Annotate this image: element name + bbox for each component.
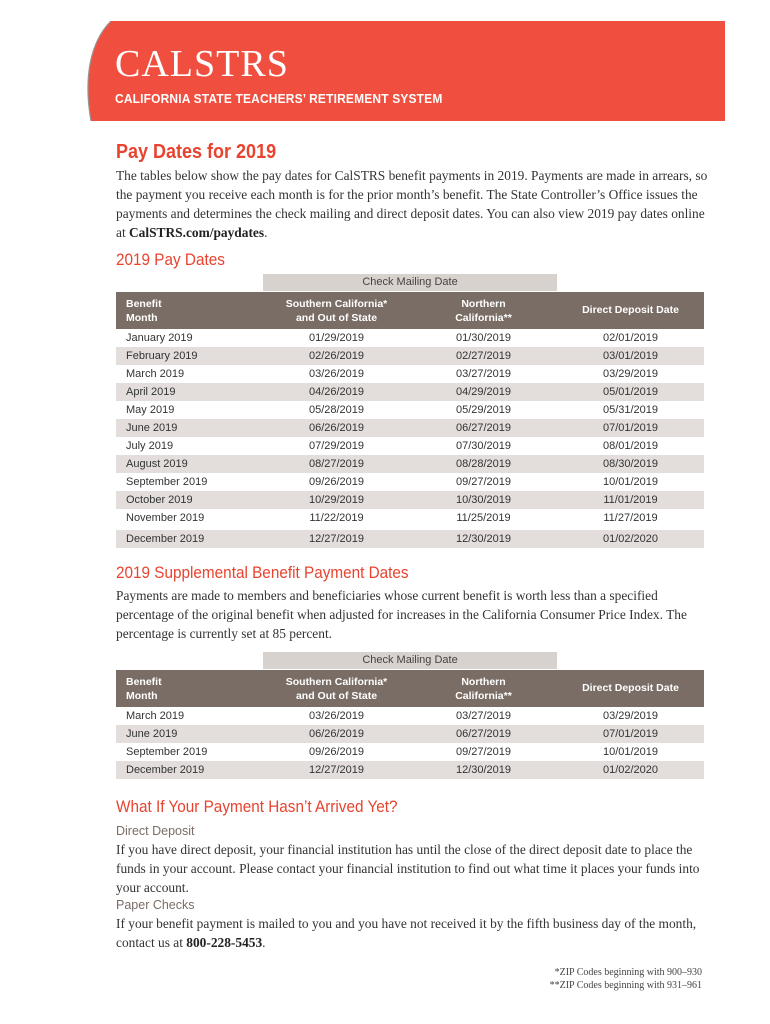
table-row [116,509,704,527]
north-date-cell: 02/27/2019 [455,350,512,362]
banner-curve-icon [69,21,111,121]
month-cell: February 2019 [126,350,198,362]
month-cell: May 2019 [126,404,175,416]
table-row [116,347,704,365]
intro-paragraph: The tables below show the pay dates for CalSTRS benefit payments in 2019. Payments are made in arrears, so the payment you receive each month is for the prior month’s benefit. The State Controller’s Office issues the payments and determines the check mailing and direct deposit dates. You can also view 2019 pay dates online at CalSTRS.com/paydates. [116,168,708,240]
north-date-cell: 04/29/2019 [455,386,512,398]
table-row [116,491,704,509]
table-row [116,530,704,548]
month-cell: April 2019 [126,386,176,398]
paydates-link[interactable]: CalSTRS.com/paydates [129,225,265,240]
supplemental-heading: 2019 Supplemental Benefit Payment Dates [116,563,409,582]
footnote-2: **ZIP Codes beginning with 931–961 [549,980,702,991]
table-row [116,455,704,473]
pay-dates-heading: 2019 Pay Dates [116,250,225,269]
north-date-cell: 08/28/2019 [455,458,512,470]
table-header: Benefit Month Southern California* and Out of State Northern California** Direct Deposit Date [116,292,704,329]
direct-deposit-cell: 07/01/2019 [602,422,659,434]
table-row [116,365,704,383]
check-mailing-header: Check Mailing Date [263,652,557,669]
supplemental-paragraph: Payments are made to members and beneficiaries whose current benefit is worth less than a specified percentage of the original benefit when adjusted for increases in the California Consumer Price Index. The percentage is currently set at 85 percent. [116,588,687,641]
south-date-cell: 11/22/2019 [309,512,364,524]
north-date-cell: 09/27/2019 [455,476,512,488]
missing-heading: What If Your Payment Hasn’t Arrived Yet? [116,797,398,816]
direct-deposit-cell: 10/01/2019 [602,476,659,488]
table-row [116,725,704,743]
direct-deposit-cell: 03/01/2019 [602,350,659,362]
south-date-cell: 09/26/2019 [308,476,365,488]
direct-deposit-cell: 08/30/2019 [602,458,659,470]
month-cell: June 2019 [126,728,178,740]
table-row [116,419,704,437]
direct-deposit-cell: 05/31/2019 [602,404,659,416]
footnotes [550,966,702,992]
north-date-cell: 12/30/2019 [455,533,512,545]
direct-deposit-cell: 11/01/2019 [603,494,658,506]
direct-deposit-paragraph: If you have direct deposit, your financial institution has until the close of the direct deposit date to place the funds in your account. Please contact your financial institution to find out what time it places your funds into your account. [116,842,700,895]
south-date-cell: 06/26/2019 [308,422,365,434]
south-date-cell: 05/28/2019 [308,404,365,416]
south-date-cell: 04/26/2019 [308,386,365,398]
south-date-cell: 02/26/2019 [308,350,365,362]
north-date-cell: 09/27/2019 [455,746,512,758]
month-cell: September 2019 [126,476,208,488]
phone-number[interactable]: 800-228-5453 [186,935,263,950]
south-date-cell: 10/29/2019 [308,494,365,506]
table-row [116,437,704,455]
table-header: Benefit Month Southern California* and Out of State Northern California** Direct Deposit Date [116,670,704,707]
direct-deposit-cell: 11/27/2019 [603,512,658,524]
direct-deposit-cell: 03/29/2019 [602,368,659,380]
footnote-1: *ZIP Codes beginning with 900–930 [554,967,702,978]
south-date-cell: 12/27/2019 [308,533,365,545]
direct-deposit-heading: Direct Deposit [116,824,195,838]
tagline: CALIFORNIA STATE TEACHERS’ RETIREMENT SYSTEM [115,91,443,106]
direct-deposit-cell: 01/02/2020 [602,533,659,545]
paper-checks-heading: Paper Checks [116,898,195,912]
month-cell: November 2019 [126,512,205,524]
direct-deposit-cell: 07/01/2019 [602,728,659,740]
pay-dates-table [116,274,704,552]
north-date-cell: 03/27/2019 [455,710,512,722]
north-date-cell: 06/27/2019 [455,422,512,434]
table-row [116,473,704,491]
north-date-cell: 11/25/2019 [456,512,511,524]
month-cell: March 2019 [126,710,185,722]
supplemental-table [116,652,704,782]
direct-deposit-cell: 02/01/2019 [602,332,659,344]
north-date-cell: 01/30/2019 [455,332,512,344]
calstrs-logo: CALSTRS [115,43,289,85]
north-date-cell: 07/30/2019 [455,440,512,452]
table-row [116,401,704,419]
south-date-cell: 07/29/2019 [308,440,365,452]
table-row [116,329,704,347]
north-date-cell: 12/30/2019 [455,764,512,776]
direct-deposit-cell: 01/02/2020 [602,764,659,776]
month-cell: August 2019 [126,458,188,470]
north-date-cell: 10/30/2019 [455,494,512,506]
table-row [116,743,704,761]
table-row [116,761,704,779]
direct-deposit-cell: 03/29/2019 [602,710,659,722]
south-date-cell: 12/27/2019 [308,764,365,776]
month-cell: December 2019 [126,764,205,776]
month-cell: October 2019 [126,494,193,506]
north-date-cell: 03/27/2019 [455,368,512,380]
direct-deposit-cell: 05/01/2019 [602,386,659,398]
check-mailing-header: Check Mailing Date [263,274,557,291]
south-date-cell: 01/29/2019 [308,332,365,344]
month-cell: March 2019 [126,368,185,380]
month-cell: December 2019 [126,533,205,545]
south-date-cell: 09/26/2019 [308,746,365,758]
south-date-cell: 08/27/2019 [308,458,365,470]
table-row [116,707,704,725]
header-banner [69,21,725,121]
north-date-cell: 06/27/2019 [455,728,512,740]
direct-deposit-cell: 10/01/2019 [602,746,659,758]
month-cell: January 2019 [126,332,193,344]
table-row [116,383,704,401]
north-date-cell: 05/29/2019 [455,404,512,416]
south-date-cell: 06/26/2019 [308,728,365,740]
month-cell: July 2019 [126,440,174,452]
south-date-cell: 03/26/2019 [308,710,365,722]
paper-checks-paragraph: If your benefit payment is mailed to you and you have not received it by the fifth business day of the month, contact us at 800-228-5453. [116,916,697,950]
direct-deposit-cell: 08/01/2019 [602,440,659,452]
month-cell: June 2019 [126,422,178,434]
south-date-cell: 03/26/2019 [308,368,365,380]
month-cell: September 2019 [126,746,208,758]
page-title: Pay Dates for 2019 [116,141,277,163]
